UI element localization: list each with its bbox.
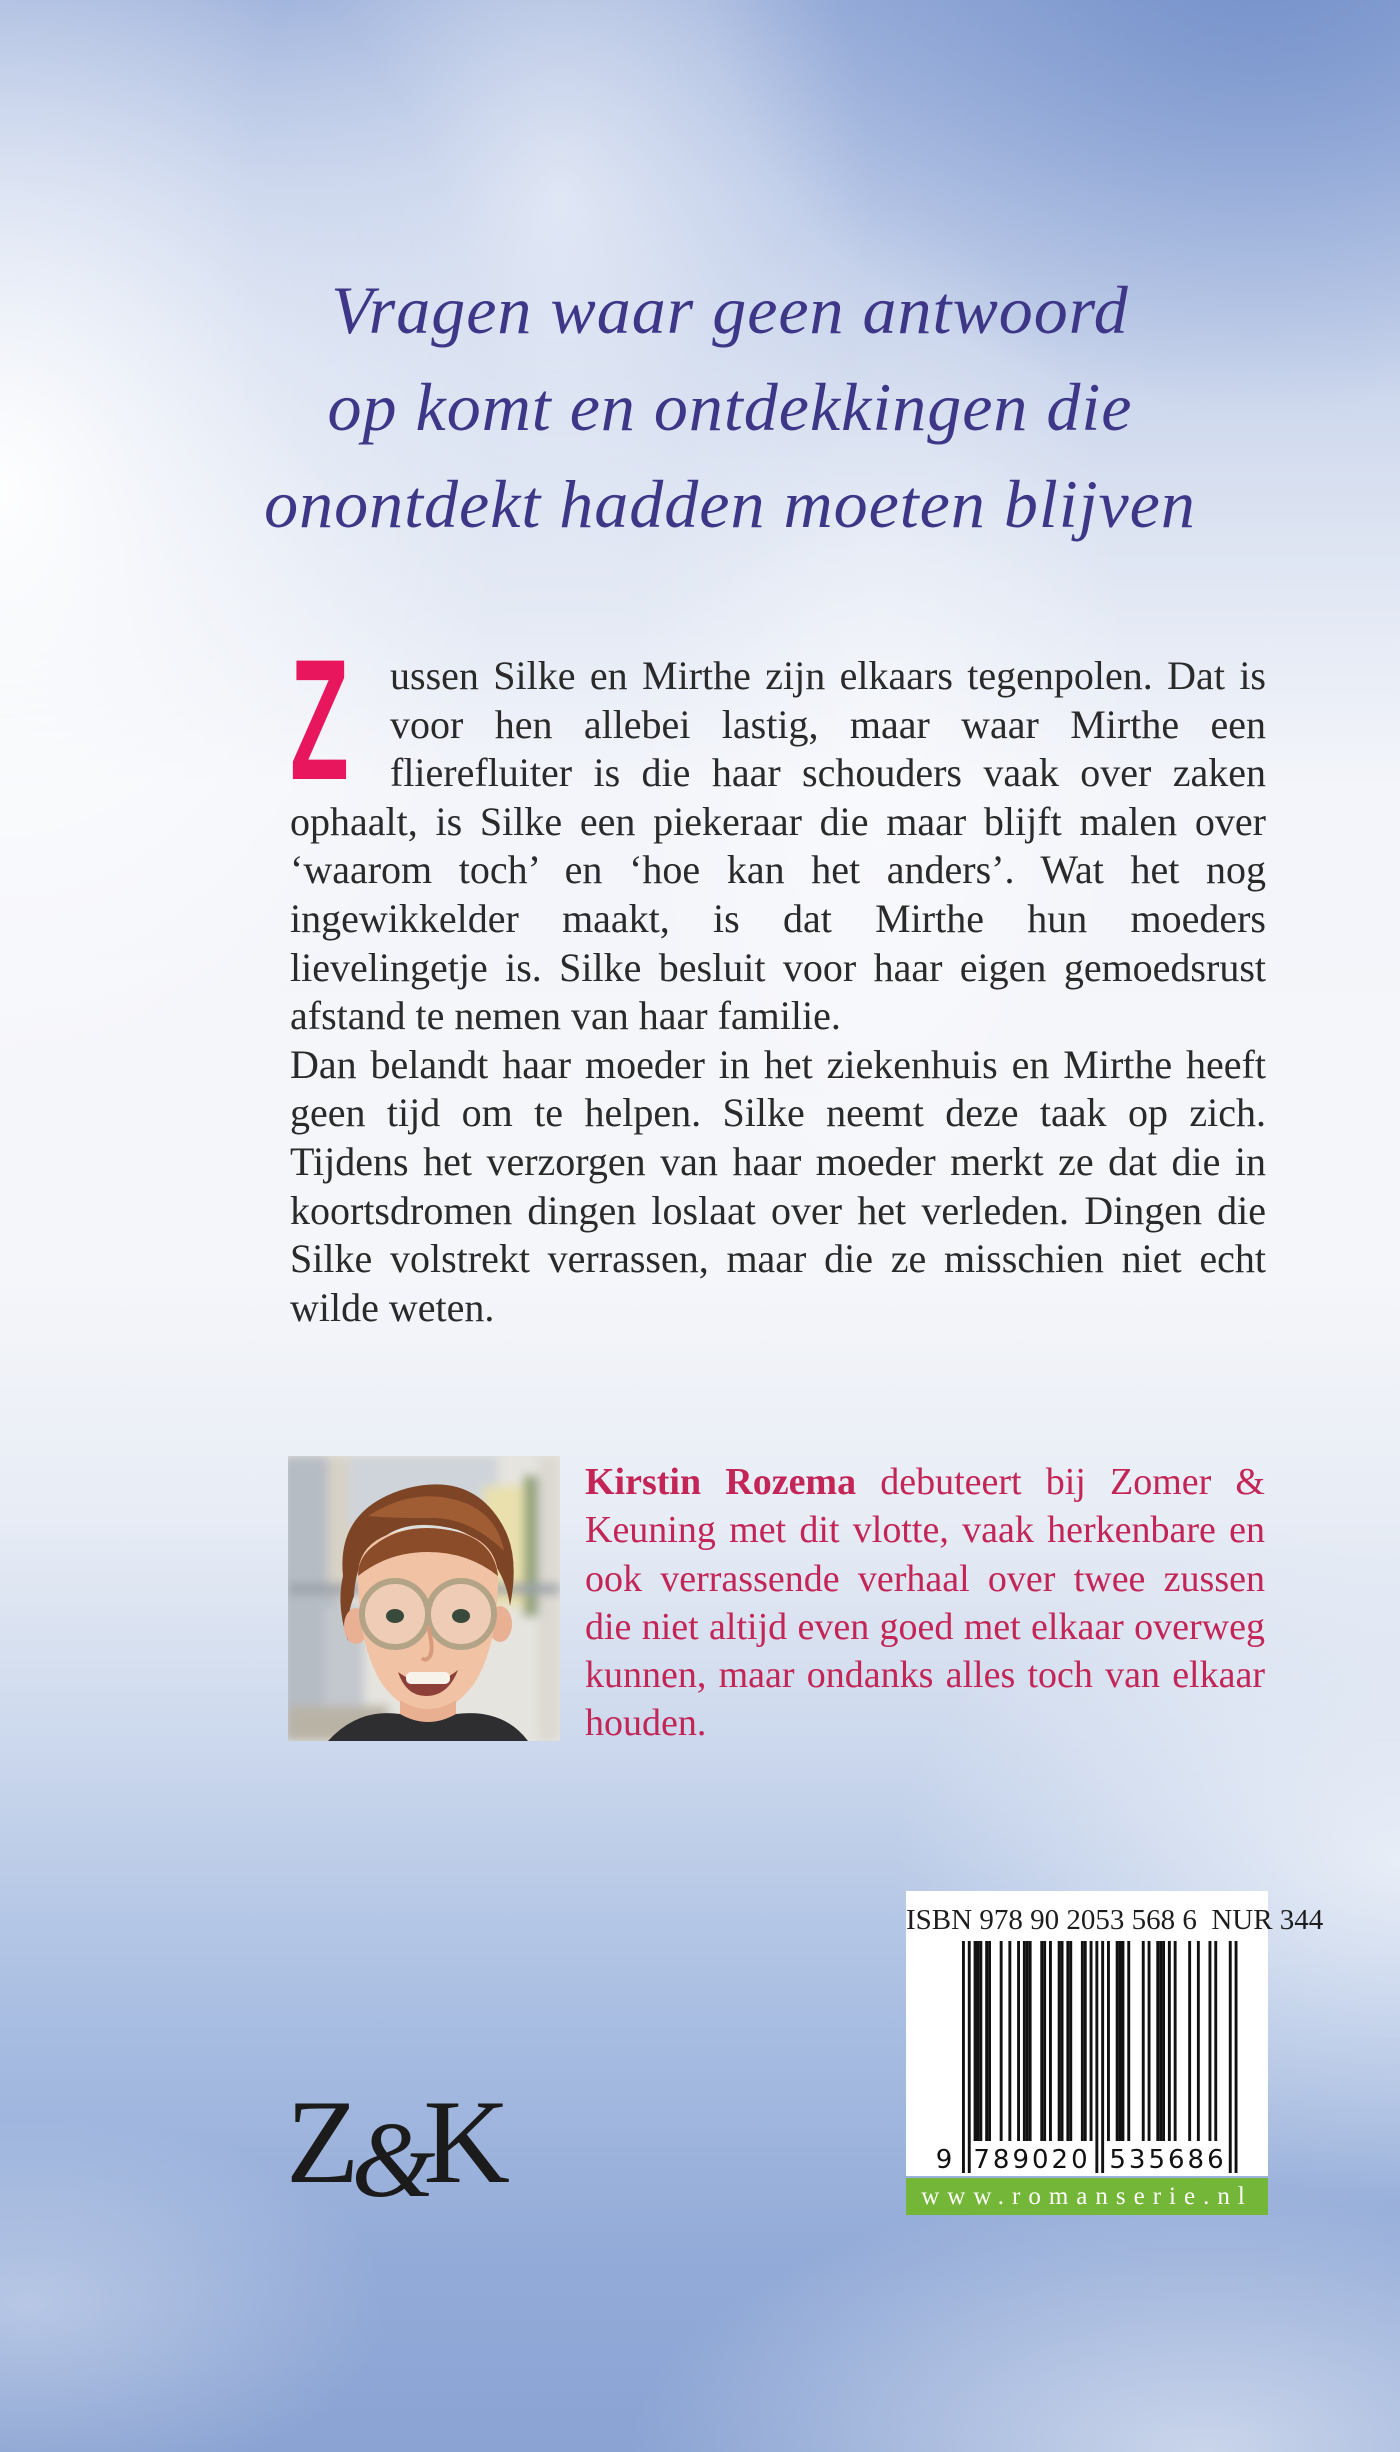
isbn-box [906, 1891, 1324, 2176]
blurb-paragraph-2: Dan belandt haar moeder in het ziekenhuis en Mirthe heeft geen tijd om te helpen. Silke neemt deze taak op zich. Tijdens het verzorgen van haar moeder merkt ze dat die in koortsdromen dingen loslaat over het verleden. Dingen die Silke volstrekt verrassen, maar die ze misschien niet echt wilde weten. [290, 1041, 1266, 1330]
website-url: www.romanserie.nl [921, 2182, 1253, 2210]
author-name: Kirstin Rozema [585, 1461, 857, 1503]
barcode-digit-first: 9 [935, 2145, 953, 2175]
logo-z: Z [286, 2075, 356, 2208]
logo-k: K [423, 2075, 506, 2208]
website-bar [906, 2178, 1268, 2215]
barcode-digits-left: 789020 [973, 2145, 1091, 2175]
drop-cap: Z [290, 624, 349, 816]
tagline-line-1: Vragen waar geen antwoord [331, 272, 1129, 348]
author-photo [288, 1456, 560, 1741]
tagline-line-2: op komt en ontdekkingen die [327, 369, 1133, 445]
isbn-label: ISBN 978 90 2053 568 6 NUR 344 [906, 1904, 1324, 1936]
tagline [150, 262, 1310, 553]
tagline-line-3: onontdekt hadden moeten blijven [264, 466, 1196, 542]
barcode-bars [962, 1941, 1238, 2173]
barcode-digits-right: 535686 [1109, 2145, 1227, 2175]
barcode [935, 1941, 1238, 2175]
author-bio [585, 1458, 1265, 1748]
publisher-logo [286, 2075, 506, 2220]
blurb-paragraph-1: Z ussen Silke en Mirthe zijn elkaars tegenpolen. Dat is voor hen allebei lastig, maar waar Mirthe een flierefluiter is die haar schouders vaak over zaken ophaalt, is Silke een piekeraar die maar blijft malen over ‘waarom toch’ en ‘hoe kan het anders’. Wat het nog ingewikkelder maakt, is dat Mirthe hun moeders lievelingetje is. Silke besluit voor haar eigen gemoedsrust afstand te nemen van haar familie. [290, 624, 1266, 1039]
author-bio-text: debuteert bij Zomer & Keuning met dit vlotte, vaak herkenbare en ook verrassende verhaal over twee zussen die niet altijd even goed met elkaar overweg kunnen, maar ondanks alles toch van elkaar houden. [585, 1461, 1265, 1745]
blurb [290, 624, 1266, 1332]
logo-ampersand: & [351, 2101, 432, 2220]
